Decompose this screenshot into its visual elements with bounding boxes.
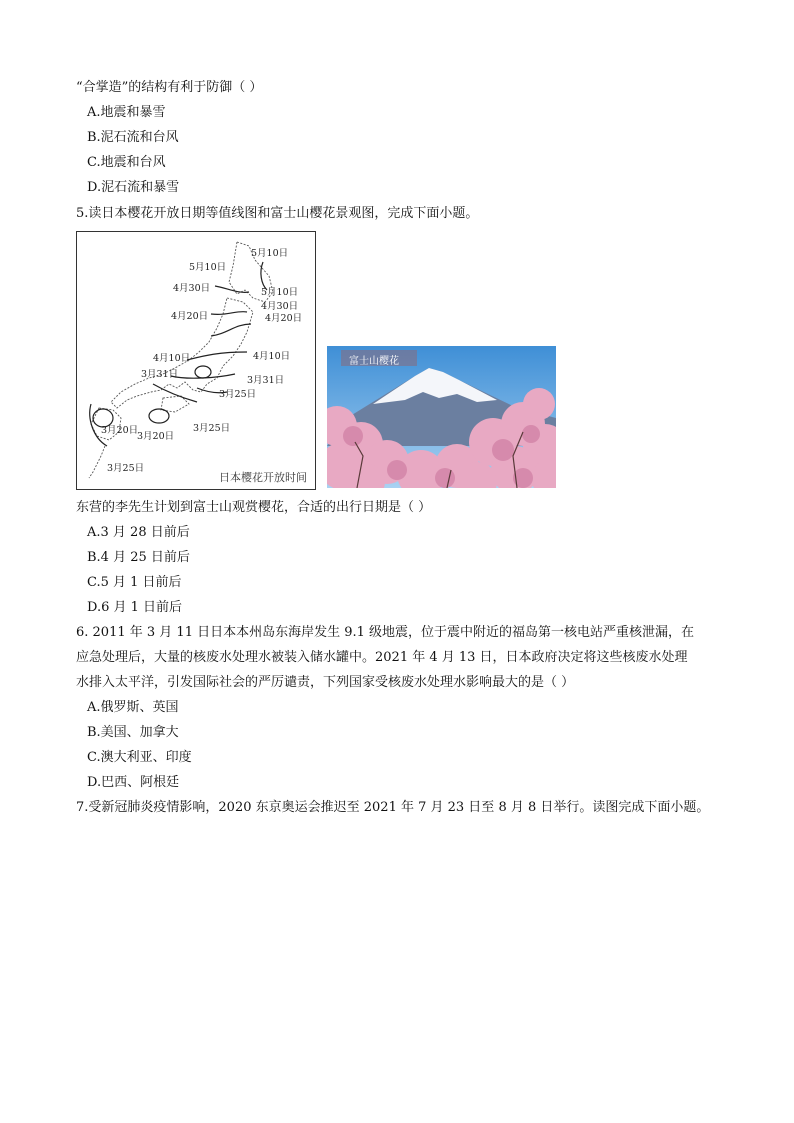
map-label: 5月10日 — [261, 287, 299, 298]
fuji-sakura-photo — [327, 346, 556, 488]
q5-stem: 东营的李先生计划到富士山观赏樱花，合适的出行日期是（ ） — [76, 500, 432, 515]
q6-stem-line-3: 水排入太平洋，引发国际社会的严厉谴责，下列国家受核废水处理水影响最大的是（ ） — [76, 675, 575, 690]
q5-option-c: C.5 月 1 日前后 — [87, 575, 182, 590]
q4-option-d: D.泥石流和暴雪 — [87, 180, 180, 195]
map-label: 3月25日 — [193, 423, 231, 434]
map-label: 4月30日 — [261, 301, 299, 312]
q4-option-b: B.泥石流和台风 — [87, 130, 179, 145]
map-label: 4月10日 — [153, 353, 191, 364]
q6-option-b: B.美国、加拿大 — [87, 725, 179, 740]
map-label: 4月20日 — [171, 311, 209, 322]
map-label: 3月31日 — [141, 369, 179, 380]
q4-option-a: A.地震和暴雪 — [87, 105, 166, 120]
fuji-sakura-drawing — [327, 346, 556, 488]
map-label: 3月20日 — [101, 425, 139, 436]
map-label: 5月10日 — [189, 262, 227, 273]
q6-option-c: C.澳大利亚、印度 — [87, 750, 192, 765]
q7-intro: 7.受新冠肺炎疫情影响，2020 东京奥运会推迟至 2021 年 7 月 23 日至 8 月 8 日举行。读图完成下面小题。 — [76, 800, 710, 815]
map-caption: 日本樱花开放时间 — [219, 471, 307, 484]
q5-option-a: A.3 月 28 日前后 — [87, 525, 190, 540]
q4-option-c: C.地震和台风 — [87, 155, 166, 170]
map-label: 3月25日 — [107, 463, 145, 474]
map-label: 5月10日 — [251, 248, 289, 259]
q5-option-d: D.6 月 1 日前后 — [87, 600, 183, 615]
q6-option-d: D.巴西、阿根廷 — [87, 775, 180, 790]
q5-intro: 5.读日本樱花开放日期等值线图和富士山樱花景观图，完成下面小题。 — [76, 206, 479, 221]
q4-stem: “合掌造”的结构有利于防御（ ） — [76, 80, 263, 95]
sakura-isoline-map — [76, 231, 316, 490]
q5-option-b: B.4 月 25 日前后 — [87, 550, 190, 565]
map-label: 3月20日 — [137, 431, 175, 442]
map-label: 3月31日 — [247, 375, 285, 386]
map-label: 4月20日 — [265, 313, 303, 324]
q6-stem-line-1: 6. 2011 年 3 月 11 日日本本州岛东海岸发生 9.1 级地震，位于震中附近的福岛第一核电站严重核泄漏，在 — [76, 625, 695, 640]
map-label: 4月10日 — [253, 351, 291, 362]
map-label: 3月25日 — [219, 389, 257, 400]
photo-caption: 富士山樱花 — [349, 356, 399, 367]
q6-stem-line-2: 应急处理后，大量的核废水处理水被装入储水罐中。2021 年 4 月 13 日，日本政府决定将这些核废水处理 — [76, 650, 688, 665]
q6-option-a: A.俄罗斯、英国 — [87, 700, 179, 715]
map-label: 4月30日 — [173, 283, 211, 294]
